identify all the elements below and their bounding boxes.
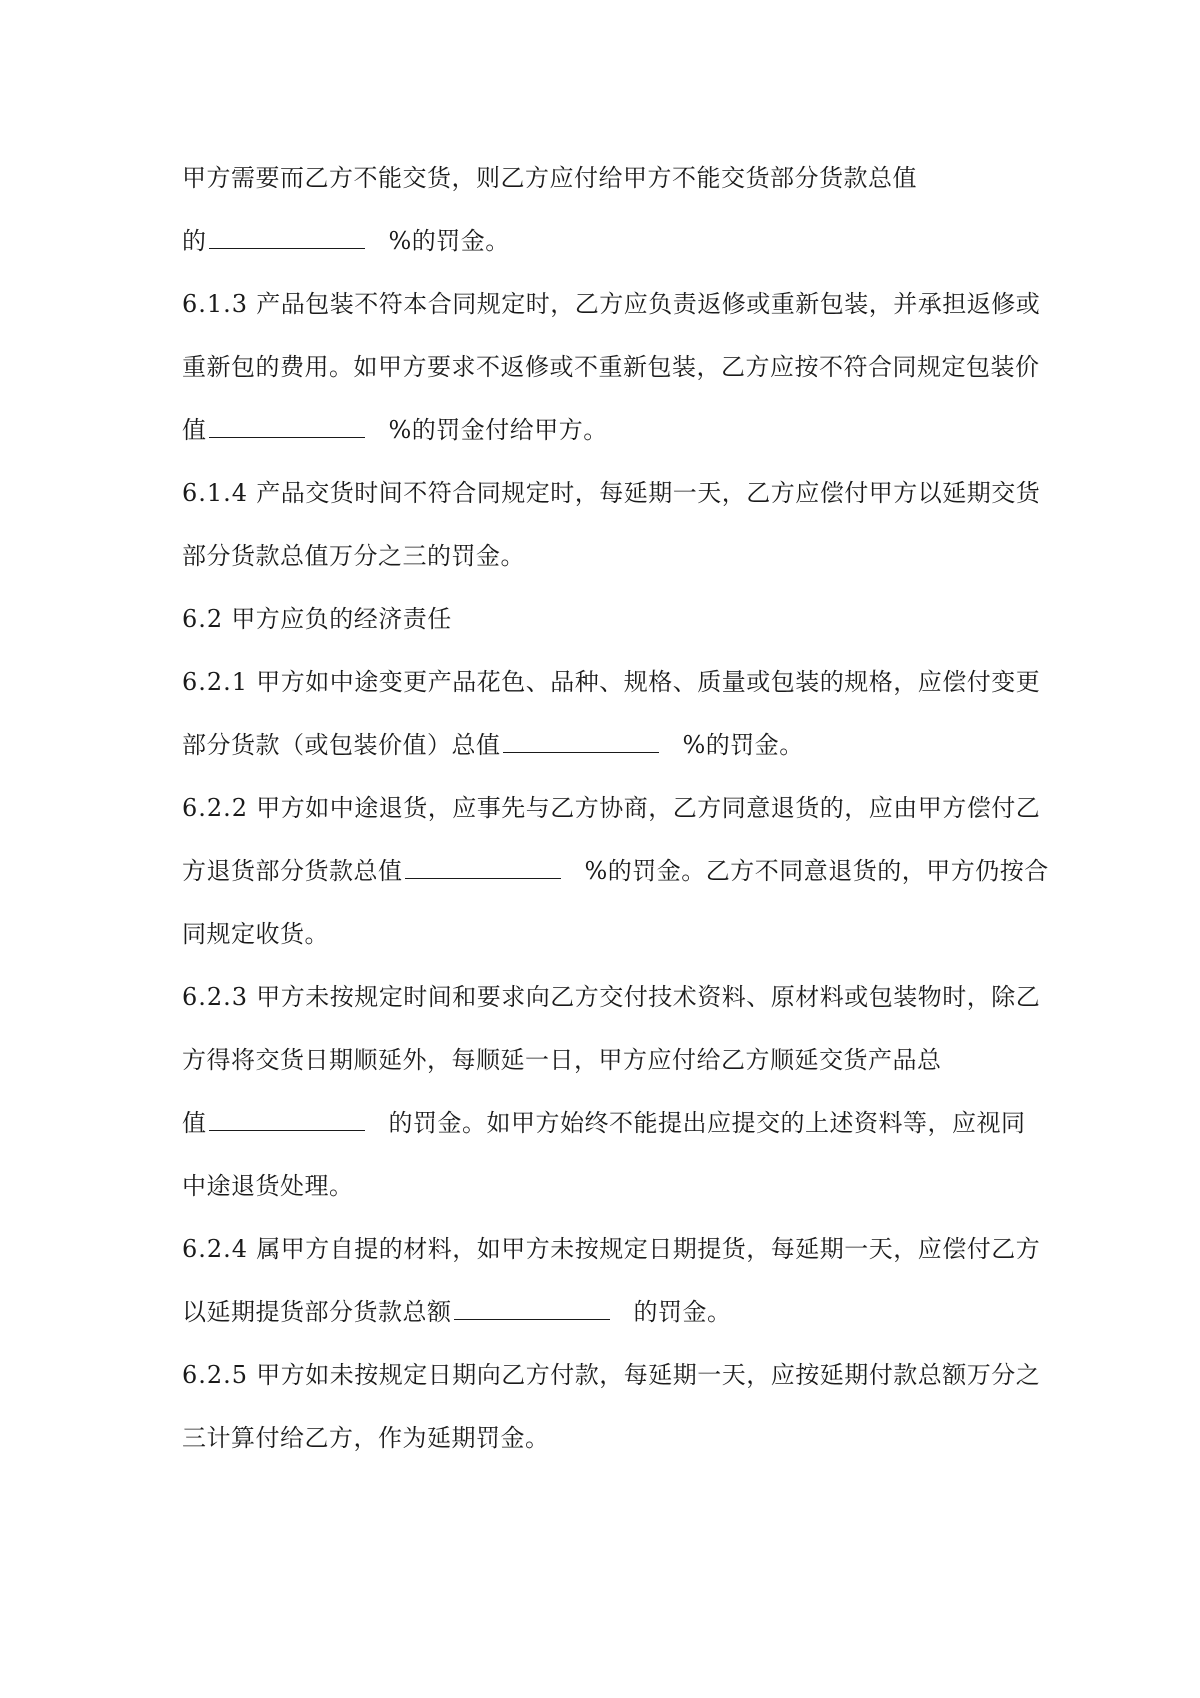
paragraph-line	[182, 352, 1042, 382]
line-text-before-blank: 部分货款（或包装价值）总值	[182, 731, 501, 759]
line-text: 甲方未按规定时间和要求向乙方交付技术资料、原材料或包装物时，除乙	[256, 983, 1041, 1011]
clause-number: 6.2.3	[182, 983, 249, 1011]
line-text: 产品交货时间不符合同规定时，每延期一天，乙方应偿付甲方以延期交货	[256, 479, 1041, 507]
paragraph-line	[182, 226, 1042, 256]
paragraph-line	[182, 919, 1042, 949]
paragraph-line	[182, 415, 1042, 445]
line-text-after-blank: %的罚金付给甲方。	[388, 416, 608, 444]
paragraph-line	[182, 1297, 1042, 1327]
line-text-before-blank: 以延期提货部分货款总额	[182, 1298, 452, 1326]
clause-line	[182, 793, 1042, 823]
line-text: 甲方需要而乙方不能交货，则乙方应付给甲方不能交货部分货款总值	[182, 164, 917, 192]
clause-line	[182, 289, 1042, 319]
line-text-before-blank: 的	[182, 227, 207, 255]
line-text: 甲方如中途变更产品花色、品种、规格、质量或包装的规格，应偿付变更	[256, 668, 1041, 696]
fill-in-blank[interactable]	[209, 415, 365, 438]
clause-number: 6.2.5	[182, 1361, 249, 1389]
clause-line	[182, 982, 1042, 1012]
clause-number: 6.1.3	[182, 290, 249, 318]
clause-line	[182, 1360, 1042, 1390]
paragraph-line	[182, 1108, 1042, 1138]
line-text-before-blank: 方退货部分货款总值	[182, 857, 403, 885]
line-text-after-blank: %的罚金。乙方不同意退货的，甲方仍按合	[584, 857, 1049, 885]
line-text: 属甲方自提的材料，如甲方未按规定日期提货，每延期一天，应偿付乙方	[256, 1235, 1041, 1263]
section-title: 甲方应负的经济责任	[231, 605, 452, 633]
line-text: 甲方如未按规定日期向乙方付款，每延期一天，应按延期付款总额万分之	[256, 1361, 1041, 1389]
paragraph-line	[182, 1423, 1042, 1453]
line-text: 产品包装不符本合同规定时，乙方应负责返修或重新包装，并承担返修或	[256, 290, 1041, 318]
line-text-after-blank: 的罚金。如甲方始终不能提出应提交的上述资料等，应视同	[388, 1109, 1026, 1137]
clause-number: 6.1.4	[182, 479, 249, 507]
line-text-after-blank: %的罚金。	[388, 227, 510, 255]
line-text: 部分货款总值万分之三的罚金。	[182, 542, 525, 570]
clause-number: 6.2.2	[182, 794, 249, 822]
line-text-before-blank: 值	[182, 416, 207, 444]
line-text: 重新包的费用。如甲方要求不返修或不重新包装，乙方应按不符合同规定包装价	[182, 353, 1040, 381]
fill-in-blank[interactable]	[405, 856, 561, 879]
clause-line	[182, 667, 1042, 697]
paragraph-line	[182, 541, 1042, 571]
line-text: 中途退货处理。	[182, 1172, 354, 1200]
fill-in-blank[interactable]	[454, 1297, 610, 1320]
line-text-after-blank: %的罚金。	[682, 731, 804, 759]
clause-number: 6.2.1	[182, 668, 249, 696]
line-text-before-blank: 值	[182, 1109, 207, 1137]
clause-line	[182, 478, 1042, 508]
paragraph-line	[182, 1045, 1042, 1075]
line-text: 甲方如中途退货，应事先与乙方协商，乙方同意退货的，应由甲方偿付乙	[256, 794, 1041, 822]
fill-in-blank[interactable]	[209, 1108, 365, 1131]
paragraph-line	[182, 856, 1049, 886]
line-text: 同规定收货。	[182, 920, 329, 948]
paragraph-line	[182, 1171, 1042, 1201]
fill-in-blank[interactable]	[503, 730, 659, 753]
line-text: 方得将交货日期顺延外，每顺延一日，甲方应付给乙方顺延交货产品总	[182, 1046, 942, 1074]
line-text-after-blank: 的罚金。	[633, 1298, 732, 1326]
section-number: 6.2	[182, 605, 224, 633]
section-heading	[182, 604, 1042, 634]
clause-line	[182, 1234, 1042, 1264]
clause-number: 6.2.4	[182, 1235, 249, 1263]
line-text: 三计算付给乙方，作为延期罚金。	[182, 1424, 550, 1452]
fill-in-blank[interactable]	[209, 226, 365, 249]
paragraph-line	[182, 163, 1042, 193]
paragraph-line	[182, 730, 1042, 760]
